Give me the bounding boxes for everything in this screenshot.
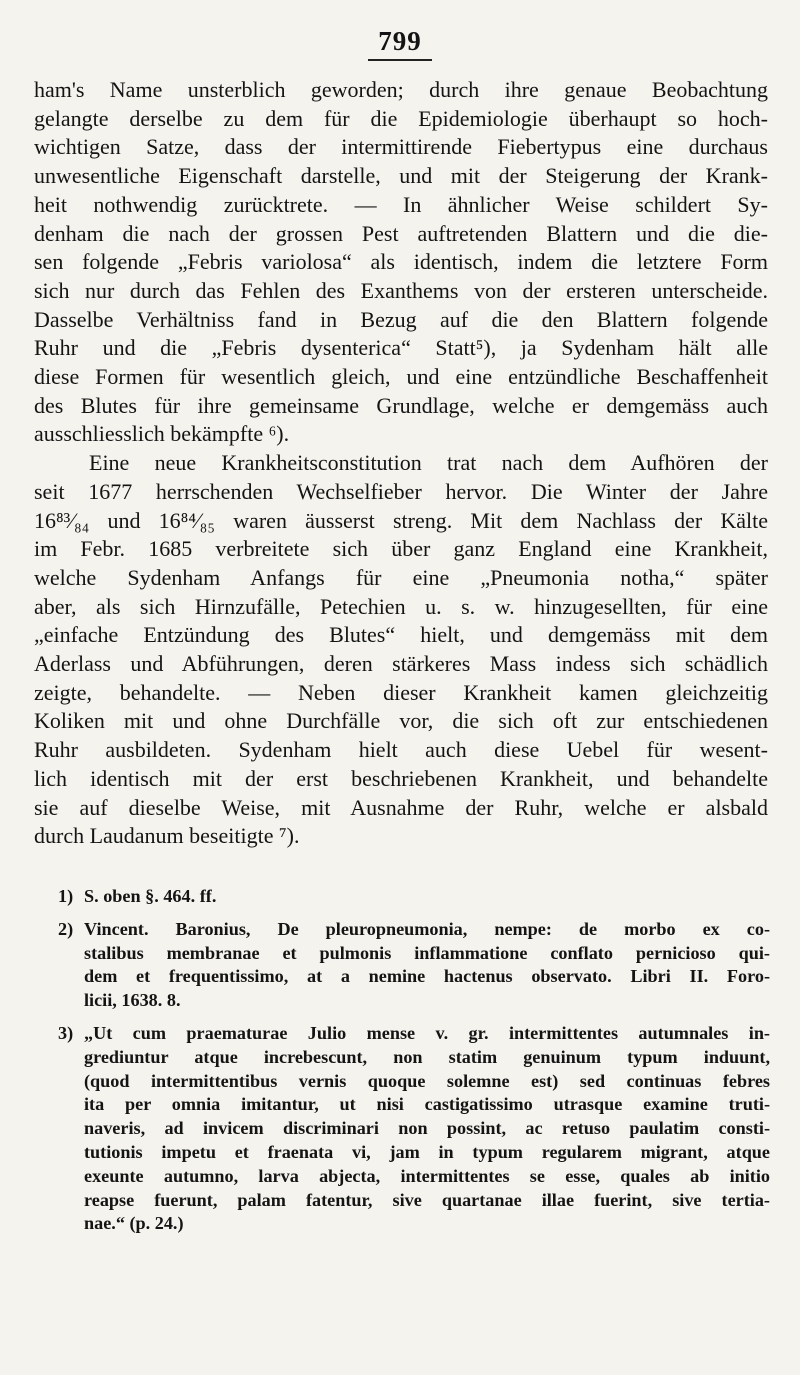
text-line: diese Formen für wesentlich gleich, und eine entzündliche Beschaffenheit — [34, 364, 768, 390]
footnote-line: grediuntur atque increbescunt, non statim genuinum typum induunt, — [84, 1046, 770, 1067]
text-line: ausschliesslich bekämpfte ⁶). — [34, 421, 290, 447]
text-line: Ruhr ausbildeten. Sydenham hielt auch diese Uebel für wesent- — [34, 737, 768, 763]
text-line: sich nur durch das Fehlen des Exanthems von der ersteren unterscheide. — [34, 277, 768, 303]
footnote-line: tutionis impetu et fraenata vi, jam in typum regularem migrant, atque — [84, 1141, 770, 1162]
text-line: heit nothwendig zurücktrete. — In ähnlicher Weise schildert Sy- — [34, 191, 768, 217]
page-number-text: 799 — [368, 26, 432, 61]
paragraph-1 — [34, 76, 768, 449]
text-line: 16⁸³⁄₈₄ und 16⁸⁴⁄₈₅ waren äusserst streng. Mit dem Nachlass der Kälte — [34, 507, 768, 533]
footnote-line: S. oben §. 464. ff. — [84, 886, 217, 906]
text-line: sen folgende „Febris variolosa“ als identisch, indem die letztere Form — [34, 249, 768, 275]
paragraph-2 — [34, 449, 768, 851]
text-line: des Blutes für ihre gemeinsame Grundlage, welche er demgemäss auch — [34, 392, 768, 418]
text-line: gelangte derselbe zu dem für die Epidemiologie überhaupt so hoch- — [34, 105, 768, 131]
body-text — [34, 76, 768, 851]
footnote-line: (quod intermittentibus vernis quoque solemne est) sed continuas febres — [84, 1070, 770, 1091]
footnote-line: nae.“ (p. 24.) — [84, 1213, 184, 1234]
text-line: welche Sydenham Anfangs für eine „Pneumonia notha,“ später — [34, 564, 768, 590]
text-line: durch Laudanum beseitigte ⁷). — [34, 823, 300, 849]
footnote-number: 2) — [58, 918, 74, 939]
footnote-line: naveris, ad invicem discriminari non possint, ac retuso paulatim consti- — [84, 1118, 770, 1139]
footnote-line: Vincent. Baronius, De pleuropneumonia, nempe: de morbo ex co- — [84, 918, 770, 939]
text-line: aber, als sich Hirnzufälle, Petechien u. s. w. hinzugesellten, für eine — [34, 593, 768, 619]
footnote-line: dem et frequentissimo, at a nemine hactenus observato. Libri II. Foro- — [84, 966, 770, 987]
footnote-number: 3) — [58, 1022, 74, 1043]
text-line: Eine neue Krankheitsconstitution trat nach dem Aufhören der — [89, 450, 768, 476]
text-line: wichtigen Satze, dass der intermittirende Fiebertypus eine durchaus — [34, 134, 768, 160]
footnote-3 — [58, 1022, 770, 1236]
footnote-line: stalibus membranae et pulmonis inflammatione conflato pernicioso qui- — [84, 942, 770, 963]
text-line: denham die nach der grossen Pest auftretenden Blattern und die die- — [34, 220, 768, 246]
text-line: Ruhr und die „Febris dysenterica“ Statt⁵), ja Sydenham hält alle — [34, 335, 768, 361]
page-number — [0, 26, 800, 61]
footnote-line: reapse fuerunt, palam fatentur, sive quartanae illae fuerint, sive tertia- — [84, 1189, 770, 1210]
footnote-line: „Ut cum praematurae Julio mense v. gr. intermittentes autumnales in- — [84, 1022, 770, 1043]
text-line: „einfache Entzündung des Blutes“ hielt, und demgemäss mit dem — [34, 622, 768, 648]
text-line: im Febr. 1685 verbreitete sich über ganz England eine Krankheit, — [34, 536, 768, 562]
footnote-number: 1) — [58, 886, 74, 906]
text-line: lich identisch mit der erst beschriebenen Krankheit, und behandelte — [34, 765, 768, 791]
footnotes — [58, 885, 770, 1245]
footnote-line: licii, 1638. 8. — [84, 990, 181, 1011]
text-line: zeigte, behandelte. — Neben dieser Krankheit kamen gleichzeitig — [34, 679, 768, 705]
footnote-line: ita per omnia imitantur, ut nisi castigatissimo utrasque examine truti- — [84, 1094, 770, 1115]
text-line: unwesentliche Eigenschaft darstelle, und mit der Steigerung der Krank- — [34, 163, 768, 189]
footnote-1 — [58, 885, 770, 909]
text-line: seit 1677 herrschenden Wechselfieber hervor. Die Winter der Jahre — [34, 478, 768, 504]
text-line: Koliken mit und ohne Durchfälle vor, die sich oft zur entschiedenen — [34, 708, 768, 734]
text-line: Dasselbe Verhältniss fand in Bezug auf die den Blattern folgende — [34, 306, 768, 332]
text-line: ham's Name unsterblich geworden; durch ihre genaue Beobachtung — [34, 77, 768, 102]
footnote-2 — [58, 918, 770, 1013]
text-line: Aderlass und Abführungen, deren stärkeres Mass indess sich schädlich — [34, 651, 768, 677]
text-line: sie auf dieselbe Weise, mit Ausnahme der Ruhr, welche er alsbald — [34, 794, 768, 820]
footnote-line: exeunte autumno, larva abjecta, intermittentes se esse, quales ab initio — [84, 1165, 770, 1186]
